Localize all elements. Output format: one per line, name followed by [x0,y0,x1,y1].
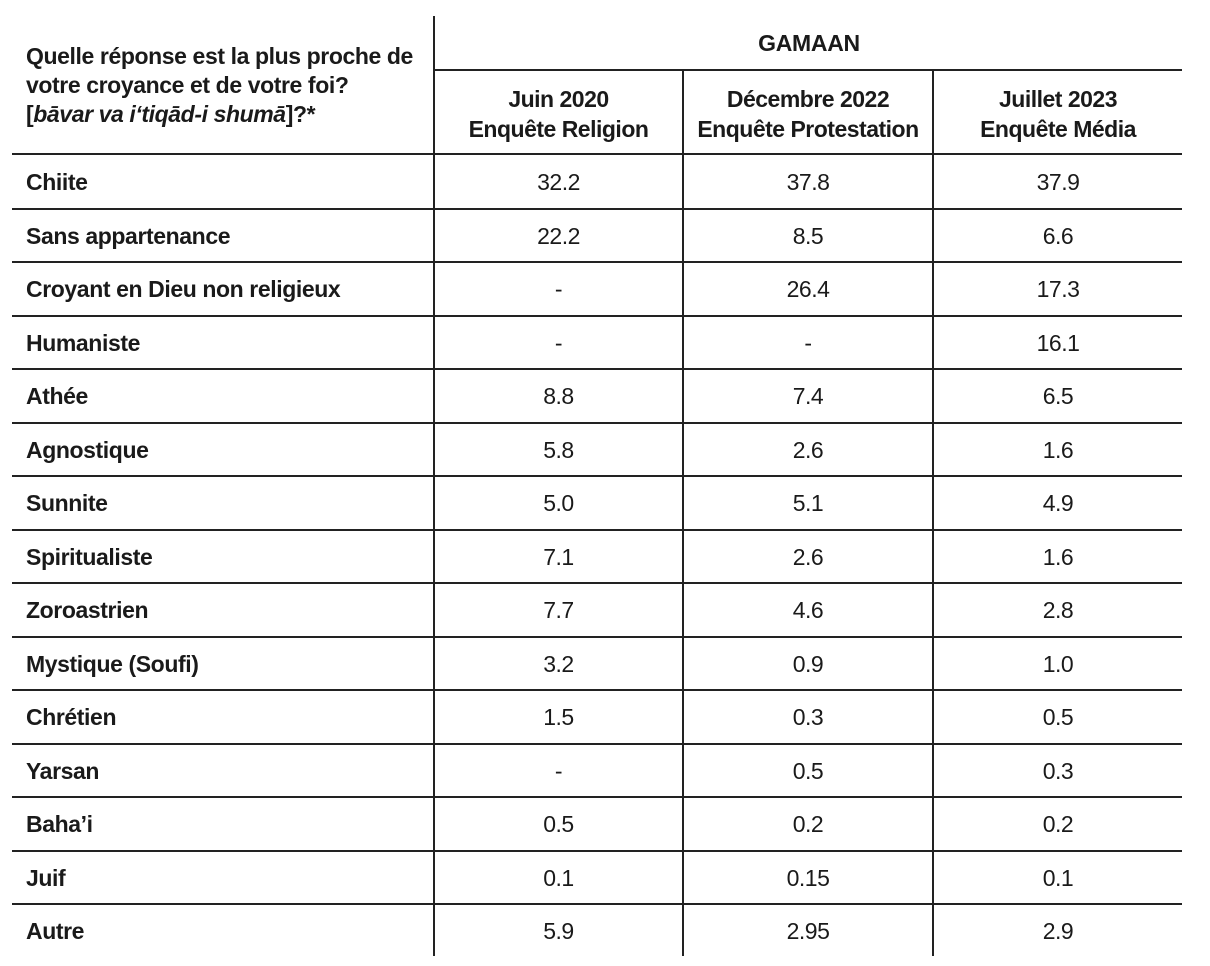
cell-value: 1.6 [1042,543,1074,570]
cell-value: 37.9 [1036,169,1080,195]
cell-value: 0.2 [792,811,824,837]
table-row [0,316,1182,368]
cell-value: 0.3 [792,704,824,730]
cell-value: 2.6 [792,436,824,463]
cell-value: 1.5 [543,704,574,730]
cell-value: 8.8 [543,383,574,409]
cell-value: - [554,276,563,302]
row-label: Croyant en Dieu non religieux [26,276,341,302]
column-header-date: Décembre 2022 [726,86,890,112]
table-row [0,744,1182,796]
row-label: Humaniste [26,329,140,356]
row-label: Zoroastrien [26,597,149,623]
column-header-3 [934,84,1182,144]
bracket-open: [ [26,101,34,127]
cell-value: 22.2 [537,222,580,249]
question-line-2: votre croyance et de votre foi? [26,72,349,98]
table-row [0,155,1182,207]
cell-value: - [554,329,563,356]
cell-value: 7.1 [543,543,574,570]
bracket-close: ]?* [285,101,316,127]
cell-value: 17.3 [1036,276,1080,302]
cell-value: 2.6 [792,543,824,570]
column-header-survey: Enquête Média [980,116,1136,142]
row-label: Chrétien [26,704,117,730]
row-label: Juif [26,864,66,891]
cell-value: 5.8 [543,436,574,463]
transliteration: bāvar va i‘tiqād-i shumā [33,101,286,127]
column-header-1 [435,84,682,144]
table-row [0,797,1182,849]
table-row [0,904,1182,956]
cell-value: 0.5 [1042,704,1074,730]
cell-value: 5.9 [543,918,574,944]
cell-value: 0.15 [786,864,830,891]
group-underline [434,69,1182,71]
row-label: Sunnite [26,490,108,516]
row-label: Mystique (Soufi) [26,650,199,677]
question-line-3 [26,100,426,129]
column-header-survey: Enquête Protestation [697,116,919,142]
table-row [0,530,1182,582]
table-row [0,209,1182,261]
cell-value: 1.0 [1042,650,1074,677]
cell-value: 16.1 [1036,329,1080,356]
cell-value: 6.6 [1042,222,1074,249]
group-title: GAMAAN [758,30,860,56]
row-label: Sans appartenance [26,222,231,249]
cell-value: 26.4 [786,276,830,302]
table-row [0,637,1182,689]
cell-value: 32.2 [537,169,580,195]
question-header [26,42,426,129]
table-row [0,690,1182,742]
cell-value: 0.3 [1042,757,1074,784]
cell-value: 5.1 [792,490,824,516]
cell-value: 0.1 [543,864,574,891]
cell-value: 0.5 [543,811,574,837]
column-header-2 [684,84,932,144]
cell-value: 2.95 [786,918,830,944]
table-row [0,583,1182,635]
cell-value: 7.7 [543,597,574,623]
row-label: Baha’i [26,811,93,837]
cell-value: 8.5 [792,222,824,249]
column-header-date: Juin 2020 [508,86,609,112]
column-header-date: Juillet 2023 [998,86,1118,112]
table-row [0,423,1182,475]
question-line-1: Quelle réponse est la plus proche de [26,43,413,69]
cell-value: - [554,757,563,784]
row-label: Spiritualiste [26,543,153,570]
cell-value: 2.8 [1042,597,1074,623]
cell-value: 4.6 [792,597,824,623]
cell-value: 5.0 [543,490,574,516]
cell-value: 4.9 [1042,490,1074,516]
cell-value: 3.2 [543,650,574,677]
cell-value: 2.9 [1042,918,1074,944]
row-label: Autre [26,918,85,944]
table-row [0,369,1182,421]
row-label: Chiite [26,169,88,195]
row-label: Yarsan [26,757,100,784]
table-row [0,262,1182,314]
row-label: Agnostique [26,436,149,463]
cell-value: 0.5 [792,757,824,784]
row-label: Athée [26,383,88,409]
table-row [0,851,1182,903]
cell-value: 37.8 [786,169,830,195]
cell-value: - [804,329,812,356]
cell-value: 6.5 [1042,383,1074,409]
cell-value: 7.4 [792,383,824,409]
table-row [0,476,1182,528]
cell-value: 0.2 [1042,811,1074,837]
cell-value: 0.9 [792,650,824,677]
cell-value: 0.1 [1042,864,1074,891]
column-header-survey: Enquête Religion [468,116,649,142]
cell-value: 1.6 [1042,436,1074,463]
